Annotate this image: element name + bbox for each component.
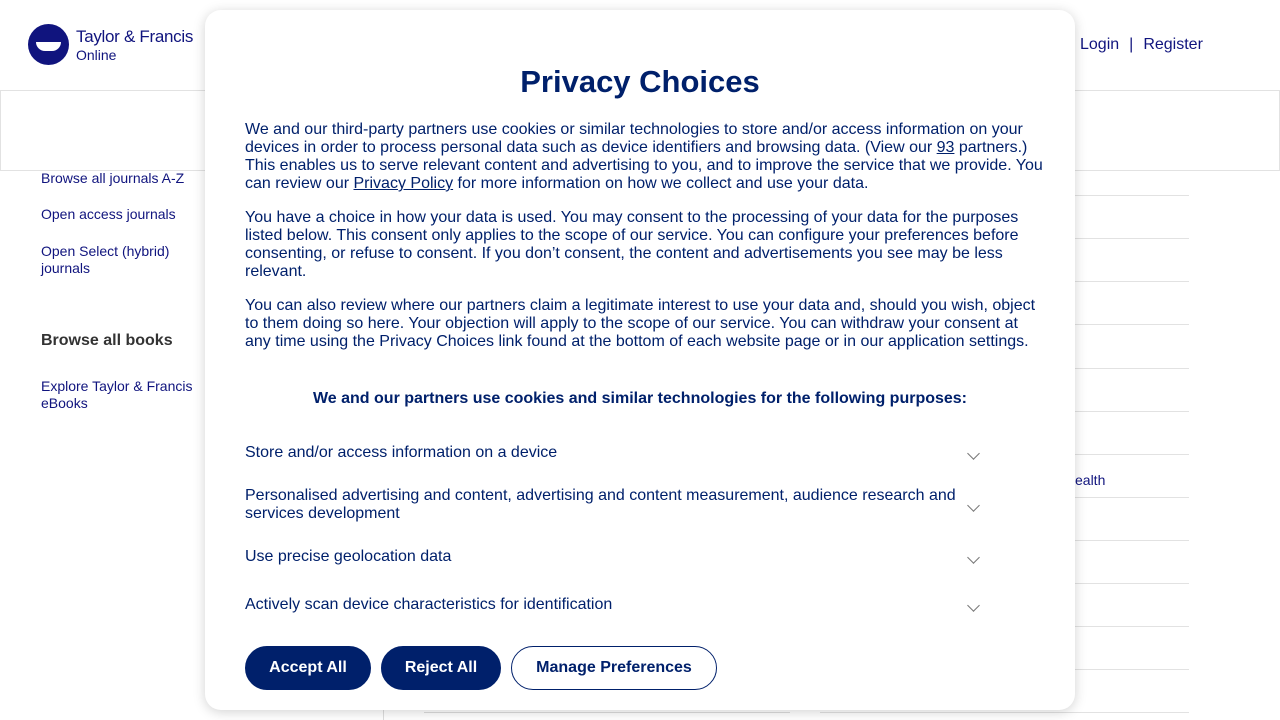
dialog-title: Privacy Choices <box>520 64 760 99</box>
purposes-heading: We and our partners use cookies and similar technologies for the following purposes: <box>312 390 968 407</box>
login-link[interactable]: Login <box>1080 36 1120 53</box>
intro-text: partners.) This enables us to serve relevant content and advertising to you, and to improve the service that we provide. You can review our <box>245 139 1043 192</box>
chevron-down-icon <box>967 551 980 564</box>
chevron-down-icon <box>967 447 980 460</box>
purpose-label: Use precise geolocation data <box>245 548 452 565</box>
privacy-choices-dialog <box>205 10 1075 710</box>
purpose-label: Actively scan device characteristics for identification <box>245 596 613 613</box>
open-select-link[interactable]: Open Select (hybrid) journals <box>41 243 170 276</box>
register-link[interactable]: Register <box>1143 36 1203 53</box>
intro-text: for more information on how we collect and use your data. <box>453 175 869 192</box>
books-heading: Browse all books <box>41 332 173 349</box>
purpose-device-scan[interactable] <box>245 596 980 614</box>
intro-paragraph <box>245 121 1045 193</box>
legitimate-interest-paragraph: You can also review where our partners claim a legitimate interest to use your data and, should you wish, object to them doing so here. Your objection will apply to the scope of our service. You can withdraw your consent at any time using the Privacy Choices link found at the bottom of each website page or in our application settings. <box>245 297 1036 350</box>
chevron-down-icon <box>967 599 980 612</box>
list-divider <box>820 712 1189 713</box>
subject-link-fragment[interactable]: ealth <box>1075 472 1106 488</box>
open-access-link[interactable]: Open access journals <box>41 206 176 222</box>
site-logo[interactable] <box>28 24 193 65</box>
logo-subtitle: Online <box>76 46 117 63</box>
logo-title: Taylor & Francis <box>76 26 194 46</box>
partners-link[interactable]: 93 <box>936 139 955 156</box>
intro-text: We and our third-party partners use cookies or similar technologies to store and/or access information on your devices in order to process personal data such as device identifiers and browsing data. (View our <box>245 121 1023 156</box>
logo-lamp-icon <box>28 24 69 65</box>
purpose-store-access[interactable] <box>245 444 980 462</box>
accept-all-button[interactable]: Accept All <box>245 646 371 690</box>
manage-preferences-button[interactable]: Manage Preferences <box>511 646 717 690</box>
auth-links <box>1080 36 1203 54</box>
purpose-label: Store and/or access information on a device <box>245 444 558 461</box>
reject-all-button[interactable]: Reject All <box>381 646 501 690</box>
chevron-down-icon <box>967 499 980 512</box>
choice-paragraph: You have a choice in how your data is used. You may consent to the processing of your data for the purposes listed below. This consent only applies to the scope of our service. You can configure your preferences before consenting, or refuse to consent. If you don’t consent, the content and advertisements you see may be less relevant. <box>245 209 1019 280</box>
purpose-geolocation[interactable] <box>245 548 980 566</box>
purpose-personalised-ads[interactable] <box>245 487 980 523</box>
explore-ebooks-link[interactable]: Explore Taylor & Francis eBooks <box>41 378 193 411</box>
browse-journals-link[interactable]: Browse all journals A-Z <box>41 170 185 186</box>
auth-separator: | <box>1129 36 1134 53</box>
privacy-policy-link[interactable]: Privacy Policy <box>353 175 454 192</box>
list-divider <box>424 712 790 713</box>
purpose-label: Personalised advertising and content, advertising and content measurement, audience research and services development <box>245 487 956 522</box>
